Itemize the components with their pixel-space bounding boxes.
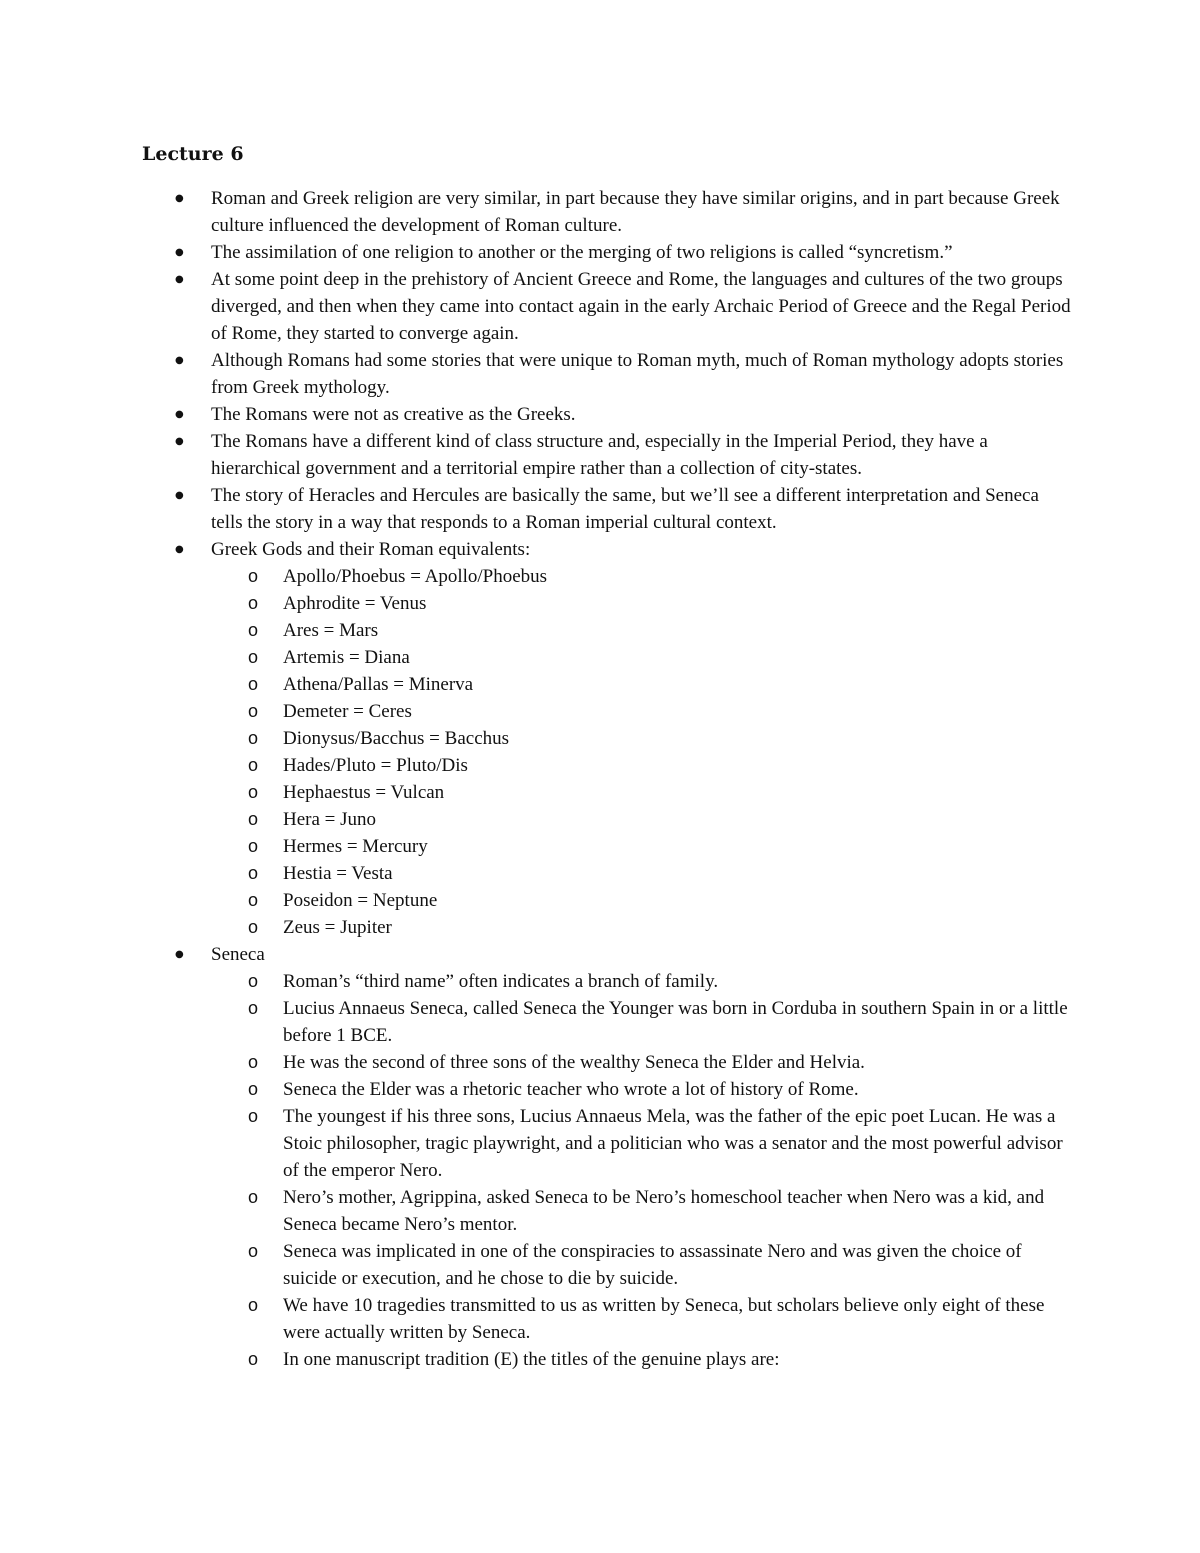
list-item: ● The story of Heracles and Hercules are basically the same, but we’ll see a different interpretation and Seneca tells the story in a way that responds to a Roman imperial cultural context.	[0, 482, 1071, 536]
seneca-section	[0, 941, 1071, 1373]
seneca-sublist	[211, 968, 1071, 1373]
list-item: ● At some point deep in the prehistory of Ancient Greece and Rome, the languages and cultures of the two groups diverged, and then when they came into contact again in the early Archaic Period of Greece and the Regal Period of Rome, they started to converge again.	[0, 266, 1071, 347]
god-equivalent-item: o Dionysus/Bacchus = Bacchus	[283, 725, 1071, 752]
list-item: ● Roman and Greek religion are very similar, in part because they have similar origins, and in part because Greek culture influenced the development of Roman culture.	[0, 185, 1071, 239]
seneca-item: o We have 10 tragedies transmitted to us as written by Seneca, but scholars believe only eight of these were actually written by Seneca.	[283, 1292, 1071, 1346]
lecture-bullet-list	[0, 185, 1200, 1373]
gods-section	[0, 536, 1071, 941]
god-equivalent-item: o Hestia = Vesta	[283, 860, 1071, 887]
page-title: Lecture 6	[142, 143, 244, 165]
seneca-item: o He was the second of three sons of the wealthy Seneca the Elder and Helvia.	[283, 1049, 1071, 1076]
list-item: ● Although Romans had some stories that were unique to Roman myth, much of Roman mythology adopts stories from Greek mythology.	[0, 347, 1071, 401]
gods-heading: Greek Gods and their Roman equivalents:	[211, 539, 531, 560]
god-equivalent-item: o Zeus = Jupiter	[283, 914, 1071, 941]
god-equivalent-item: o Aphrodite = Venus	[283, 590, 1071, 617]
seneca-item: o In one manuscript tradition (E) the titles of the genuine plays are:	[283, 1346, 1071, 1373]
seneca-item: o Nero’s mother, Agrippina, asked Seneca to be Nero’s homeschool teacher when Nero was a kid, and Seneca became Nero’s mentor.	[283, 1184, 1071, 1238]
god-equivalent-item: o Apollo/Phoebus = Apollo/Phoebus	[283, 563, 1071, 590]
god-equivalent-item: o Hera = Juno	[283, 806, 1071, 833]
seneca-heading: Seneca	[211, 944, 265, 965]
list-item: ● The assimilation of one religion to another or the merging of two religions is called “syncretism.”	[0, 239, 1071, 266]
god-equivalent-item: o Poseidon = Neptune	[283, 887, 1071, 914]
list-item: ● The Romans have a different kind of class structure and, especially in the Imperial Period, they have a hierarchical government and a territorial empire rather than a collection of city-states.	[0, 428, 1071, 482]
god-equivalent-item: o Athena/Pallas = Minerva	[283, 671, 1071, 698]
god-equivalent-item: o Hephaestus = Vulcan	[283, 779, 1071, 806]
god-equivalent-item: o Ares = Mars	[283, 617, 1071, 644]
seneca-item: o Lucius Annaeus Seneca, called Seneca the Younger was born in Corduba in southern Spain in or a little before 1 BCE.	[283, 995, 1071, 1049]
seneca-item: o Seneca was implicated in one of the conspiracies to assassinate Nero and was given the choice of suicide or execution, and he chose to die by suicide.	[283, 1238, 1071, 1292]
god-equivalent-item: o Hades/Pluto = Pluto/Dis	[283, 752, 1071, 779]
god-equivalent-item: o Demeter = Ceres	[283, 698, 1071, 725]
god-equivalent-item: o Artemis = Diana	[283, 644, 1071, 671]
seneca-item: o Roman’s “third name” often indicates a branch of family.	[283, 968, 1071, 995]
list-item: ● The Romans were not as creative as the Greeks.	[0, 401, 1071, 428]
seneca-item: o The youngest if his three sons, Lucius Annaeus Mela, was the father of the epic poet Lucan. He was a Stoic philosopher, tragic playwright, and a politician who was a senator and the most powerful advisor of the emperor Nero.	[283, 1103, 1071, 1184]
seneca-item: o Seneca the Elder was a rhetoric teacher who wrote a lot of history of Rome.	[283, 1076, 1071, 1103]
god-equivalent-item: o Hermes = Mercury	[283, 833, 1071, 860]
gods-sublist	[211, 563, 1071, 941]
